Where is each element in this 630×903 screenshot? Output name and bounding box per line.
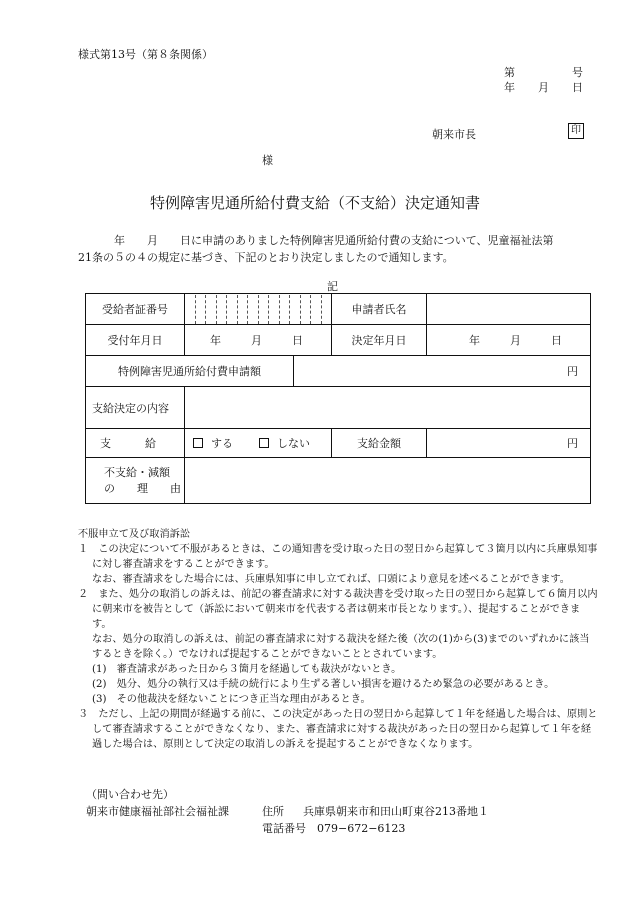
day-label: 日 (292, 334, 303, 347)
payment-label-shi: 支 (100, 437, 111, 450)
doc-number-suffix: 号 (572, 66, 583, 79)
ki-marker: 記 (327, 280, 338, 293)
recipient-number-cells[interactable] (185, 294, 332, 325)
note-1: １ この決定について不服があるときは、この通知書を受け取った日の翌日から起算して３箇月以内に兵庫県知事に対し審査請求をすることができます。 (78, 544, 598, 570)
payment-label-kyu: 給 (145, 437, 156, 450)
received-date-label: 受付年月日 (86, 325, 185, 356)
dont-checkbox[interactable] (259, 438, 269, 448)
payment-label (86, 429, 185, 458)
date-month-label: 月 (538, 81, 549, 94)
do-label: する (211, 437, 233, 450)
address-value: 兵庫県朝来市和田山町東谷213番地１ (303, 805, 489, 818)
decision-table (85, 293, 591, 504)
decision-date-field[interactable] (427, 325, 591, 356)
payment-choice (185, 429, 332, 458)
received-date-field[interactable] (185, 325, 332, 356)
appeal-notes (78, 527, 598, 752)
year-label: 年 (210, 334, 221, 347)
note-2b: なお、処分の取消しの訴えは、前記の審査請求に対する裁決を経た後（次の(1)から(3)までのいずれかに該当するときを除く。）でなければ提起することができないこととされています。 (92, 634, 590, 660)
paid-amount-field[interactable] (427, 429, 591, 458)
date-day-label: 日 (572, 81, 583, 94)
table-row (86, 325, 591, 356)
day-label: 日 (551, 334, 562, 347)
digit-boxes (185, 295, 331, 324)
reason-label: 不支給・減額 の 理 由 (86, 458, 185, 504)
reason-label-line1: 不支給・減額 (104, 465, 170, 479)
note-1b: なお、審査請求をした場合には、兵庫県知事に申し立てれば、口頭により意見を述べることができます。 (92, 574, 570, 585)
note-3: ３ ただし、上記の期間が経過する前に、この決定があった日の翌日から起算して１年を経過した場合は、原則として審査請求することができなくなり、また、審査請求に対する裁決があった日の翌日から起算して１年を経過した場合は、原則として決定の取消しの訴えを提起することができなくなります。 (78, 709, 598, 750)
recipient-number-label: 受給者証番号 (86, 294, 185, 325)
tel-value: 079−672−6123 (317, 822, 406, 835)
month-label: 月 (510, 334, 521, 347)
yen-unit: 円 (567, 437, 578, 450)
table-row (86, 429, 591, 458)
contact-heading: （問い合わせ先） (86, 788, 174, 801)
paid-amount-label: 支給金額 (332, 429, 427, 458)
decision-content-label: 支給決定の内容 (86, 387, 185, 429)
applied-amount-field[interactable] (294, 356, 591, 387)
note-sub-1: (1) 審査請求があった日から３箇月を経過しても裁決がないとき。 (92, 664, 402, 675)
address-label: 住所 (262, 805, 284, 818)
table-row (86, 458, 591, 504)
issuer-mayor: 朝来市長 (432, 128, 476, 141)
seal-stamp: 印 (568, 123, 584, 139)
tel-label: 電話番号 (262, 822, 306, 835)
doc-number-prefix: 第 (504, 66, 515, 79)
form-number: 様式第13号（第８条関係） (78, 48, 213, 61)
year-label: 年 (469, 334, 480, 347)
table-row (86, 387, 591, 429)
decision-date-label: 決定年月日 (332, 325, 427, 356)
applied-amount-label: 特例障害児通所給付費申請額 (86, 356, 294, 387)
note-sub-2: (2) 処分、処分の執行又は手続の続行により生ずる著しい損害を避けるため緊急の必要があるとき。 (92, 679, 555, 690)
note-sub-3: (3) その他裁決を経ないことにつき正当な理由があるとき。 (92, 694, 371, 705)
intro-line-1: 年 月 日に申請のありました特例障害児通所給付費の支給について、児童福祉法第 (114, 234, 554, 247)
intro-line-2: 21条の５の４の規定に基づき、下記のとおり決定しましたので通知します。 (78, 251, 454, 264)
document-title: 特例障害児通所給付費支給（不支給）決定通知書 (149, 194, 480, 212)
note-2: ２ また、処分の取消しの訴えは、前記の審査請求に対する裁決書を受け取った日の翌日から起算して６箇月以内に朝来市を被告として（訴訟において朝来市を代表する者は朝来市長となります。）、提起することができます。 (78, 589, 598, 630)
notes-heading: 不服申立て及び取消訴訟 (78, 529, 191, 540)
contact-department: 朝来市健康福祉部社会福祉課 (86, 805, 229, 818)
dont-label: しない (277, 437, 310, 450)
month-label: 月 (251, 334, 262, 347)
applicant-name-field[interactable] (427, 294, 591, 325)
contact-block (86, 786, 489, 837)
date-year-label: 年 (504, 81, 515, 94)
do-checkbox[interactable] (193, 438, 203, 448)
decision-content-field[interactable] (185, 387, 591, 429)
applicant-name-label: 申請者氏名 (332, 294, 427, 325)
table-row (86, 294, 591, 325)
yen-unit: 円 (567, 365, 578, 378)
intro-paragraph (78, 232, 588, 266)
table-row (86, 356, 591, 387)
reason-field[interactable] (185, 458, 591, 504)
addressee-honorific: 様 (262, 154, 273, 167)
